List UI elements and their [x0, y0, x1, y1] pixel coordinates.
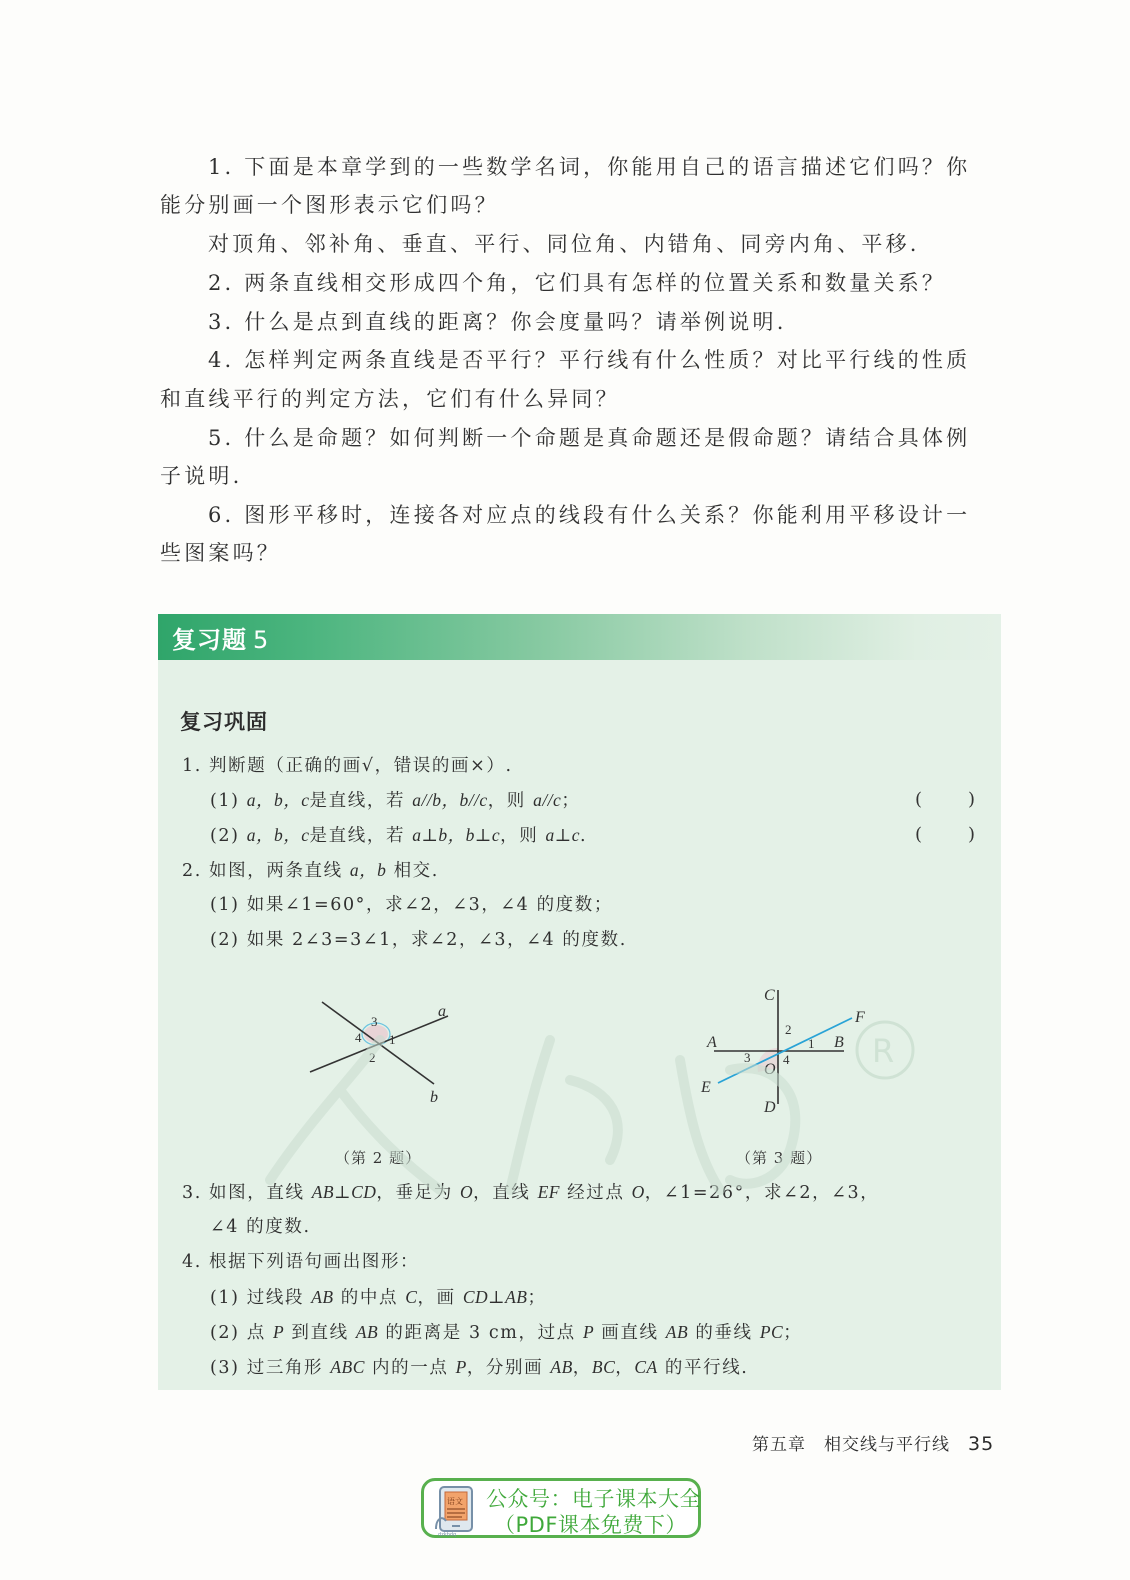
- svg-text:1: 1: [808, 1036, 815, 1051]
- question-5-line-2: 子说明.: [160, 464, 243, 488]
- exercise-1-stem: 1. 判断题（正确的画√，错误的画×）.: [182, 756, 513, 776]
- exercise-2-part-1: (1) 如果∠1=60°，求∠2，∠3，∠4 的度数；: [210, 895, 613, 915]
- review-title-text: 复习题: [172, 626, 247, 654]
- review-header-bar: [158, 614, 1001, 660]
- question-1-line-1: 1. 下面是本章学到的一些数学名词，你能用自己的语言描述它们吗？你: [208, 155, 971, 179]
- chapter-title: 第五章 相交线与平行线: [752, 1435, 950, 1455]
- question-5-line-1: 5. 什么是命题？如何判断一个命题是真命题还是假命题？请结合具体例: [208, 426, 971, 450]
- svg-text:O: O: [764, 1061, 776, 1078]
- svg-text:1: 1: [389, 1032, 396, 1047]
- figure-2-caption: （第 2 题）: [335, 1149, 422, 1167]
- svg-text:b: b: [430, 1089, 438, 1106]
- svg-text:B: B: [834, 1034, 844, 1051]
- svg-text:E: E: [701, 1079, 711, 1096]
- question-2: 2. 两条直线相交形成四个角，它们具有怎样的位置关系和数量关系？: [208, 271, 947, 295]
- question-4-line-1: 4. 怎样判定两条直线是否平行？平行线有什么性质？对比平行线的性质: [208, 348, 971, 372]
- figure-2-intersecting-lines: [298, 986, 498, 1116]
- svg-text:4: 4: [783, 1052, 790, 1067]
- svg-text:2: 2: [785, 1022, 792, 1037]
- question-3: 3. 什么是点到直线的距离？你会度量吗？请举例说明.: [208, 310, 787, 334]
- svg-text:a: a: [438, 1003, 446, 1020]
- exercise-4-part-1: (1) 过线段 AB 的中点 C，画 CD⊥AB；: [210, 1287, 547, 1308]
- answer-blank-2-open[interactable]: (: [915, 824, 923, 845]
- svg-text:D: D: [764, 1099, 776, 1116]
- ebook-tablet-icon: [434, 1485, 480, 1537]
- exercise-3-line-1: 3. 如图，直线 AB⊥CD，垂足为 O，直线 EF 经过点 O，∠1=26°，求∠2，∠3，: [182, 1182, 880, 1203]
- answer-blank-1-open[interactable]: (: [915, 789, 923, 810]
- svg-text:3: 3: [744, 1050, 751, 1065]
- exercise-2-stem: 2. 如图，两条直线 a，b 相交.: [182, 860, 439, 881]
- page-footer: [752, 1430, 994, 1455]
- exercise-4-stem: 4. 根据下列语句画出图形：: [182, 1252, 420, 1272]
- svg-text:4: 4: [355, 1030, 362, 1045]
- promo-line-1: 公众号：电子课本大全: [486, 1487, 701, 1511]
- question-6-line-1: 6. 图形平移时，连接各对应点的线段有什么关系？你能利用平移设计一: [208, 503, 971, 527]
- svg-text:dzkbdq: dzkbdq: [438, 1532, 457, 1537]
- question-1-terms: 对顶角、邻补角、垂直、平行、同位角、内错角、同旁内角、平移.: [208, 232, 920, 256]
- svg-text:C: C: [764, 987, 775, 1004]
- exercise-1-part-1: (1) a，b，c是直线，若 a//b，b//c，则 a//c；: [210, 790, 581, 811]
- svg-text:R: R: [872, 1032, 895, 1070]
- answer-blank-2-close: ): [968, 824, 976, 845]
- exercise-1-part-2: (2) a，b，c是直线，若 a⊥b，b⊥c，则 a⊥c.: [210, 825, 588, 846]
- svg-text:A: A: [707, 1034, 717, 1051]
- review-title-number: 5: [253, 626, 270, 654]
- question-1-line-2: 能分别画一个图形表示它们吗？: [160, 193, 499, 217]
- page-number: 35: [968, 1433, 995, 1455]
- promo-badge[interactable]: [421, 1478, 701, 1538]
- question-6-line-2: 些图案吗？: [160, 541, 281, 565]
- review-title: [172, 620, 269, 655]
- svg-text:2: 2: [369, 1050, 376, 1065]
- promo-line-2: （PDF课本免费下）: [494, 1513, 687, 1537]
- figure-3-perpendicular-lines: [698, 982, 918, 1118]
- question-4-line-2: 和直线平行的判定方法，它们有什么异同？: [160, 387, 620, 411]
- svg-text:语文: 语文: [447, 1497, 463, 1506]
- svg-text:F: F: [855, 1009, 865, 1026]
- svg-text:3: 3: [371, 1014, 378, 1029]
- exercise-4-part-3: (3) 过三角形 ABC 内的一点 P，分别画 AB，BC，CA 的平行线.: [210, 1357, 749, 1378]
- answer-blank-1-close: ): [968, 789, 976, 810]
- section-title-consolidation: 复习巩固: [180, 710, 268, 734]
- figure-3-caption: （第 3 题）: [736, 1149, 823, 1167]
- exercise-4-part-2: (2) 点 P 到直线 AB 的距离是 3 cm，过点 P 画直线 AB 的垂线 PC；: [210, 1322, 803, 1343]
- exercise-2-part-2: (2) 如果 2∠3=3∠1，求∠2，∠3，∠4 的度数.: [210, 930, 627, 950]
- review-exercises-box: [158, 614, 1001, 1390]
- exercise-3-line-2: ∠4 的度数.: [210, 1217, 311, 1237]
